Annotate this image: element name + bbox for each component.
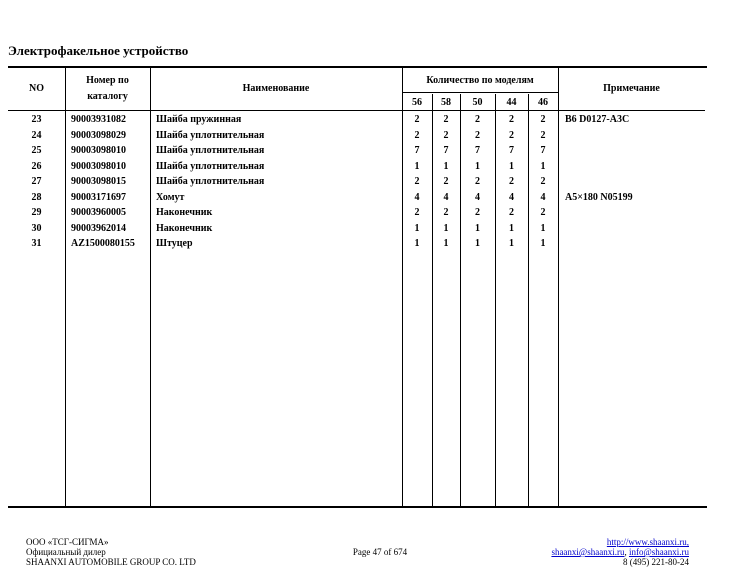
email-link[interactable]: shaanxi@shaanxi.ru	[551, 547, 625, 557]
header-model: 58	[441, 97, 451, 108]
cell-qty: 4	[443, 191, 449, 203]
header-catalog-line2: каталогу	[87, 91, 128, 102]
cell-name: Шайба уплотнительная	[156, 129, 265, 141]
parts-table	[8, 66, 707, 508]
footer-company: ООО «ТСГ-СИГМА»	[26, 537, 109, 547]
cell-qty: 2	[540, 114, 546, 125]
cell-no: 24	[31, 129, 42, 141]
footer-group: SHAANXI AUTOMOBILE GROUP CO. LTD	[26, 557, 196, 567]
cell-part-number: AZ1500080155	[71, 238, 135, 249]
cell-qty: 7	[509, 145, 514, 156]
cell-qty: 7	[443, 145, 449, 156]
table-row	[8, 191, 705, 205]
cell-qty: 2	[414, 114, 420, 125]
cell-qty: 4	[414, 191, 420, 203]
footer-dealer: Официальный дилер	[26, 547, 106, 557]
cell-name: Шайба уплотнительная	[156, 160, 265, 172]
table-row	[8, 222, 705, 236]
qty-header-divider	[402, 92, 558, 93]
page-title: Электрофакельное устройство	[8, 43, 189, 58]
cell-qty: 4	[475, 191, 480, 203]
cell-qty: 7	[475, 145, 480, 156]
header-note: Примечание	[603, 83, 660, 94]
cell-part-number: 90003171697	[71, 191, 126, 203]
cell-no: 26	[31, 160, 42, 172]
cell-qty: 2	[509, 114, 514, 125]
cell-qty: 7	[414, 145, 420, 156]
cell-qty: 1	[475, 160, 480, 172]
cell-qty: 1	[414, 160, 420, 172]
header-name: Наименование	[242, 83, 310, 94]
cell-note: B6 D0127-A3C	[565, 114, 630, 125]
cell-no: 31	[31, 238, 42, 249]
email-separator: ,	[624, 547, 629, 557]
cell-qty: 2	[475, 207, 480, 218]
cell-qty: 1	[475, 238, 480, 249]
table-row	[8, 206, 705, 220]
cell-name: Хомут	[156, 191, 185, 203]
cell-name: Штуцер	[156, 238, 193, 249]
header-model: 50	[472, 97, 483, 108]
cell-qty: 1	[443, 222, 449, 234]
cell-qty: 2	[540, 129, 546, 141]
cell-qty: 1	[509, 222, 514, 234]
cell-qty: 2	[443, 207, 449, 218]
cell-qty: 2	[443, 176, 449, 187]
table-row	[8, 113, 705, 127]
cell-note: A5×180 N05199	[565, 191, 633, 203]
email-link[interactable]: info@shaanxi.ru	[628, 547, 689, 557]
cell-qty: 1	[443, 160, 449, 172]
cell-qty: 1	[509, 160, 514, 172]
cell-part-number: 90003098029	[71, 129, 126, 141]
cell-no: 29	[31, 207, 42, 218]
cell-no: 25	[31, 145, 42, 156]
cell-qty: 1	[414, 238, 420, 249]
cell-name: Шайба пружинная	[156, 114, 242, 125]
header-model: 46	[538, 97, 548, 108]
header-model: 44	[506, 97, 517, 108]
cell-qty: 2	[414, 176, 420, 187]
footer-phone: 8 (495) 221-80-24	[623, 557, 689, 567]
header-model: 56	[412, 97, 422, 108]
header-catalog-line1: Номер по	[86, 75, 129, 86]
cell-qty: 1	[443, 238, 449, 249]
cell-part-number: 90003931082	[71, 114, 126, 125]
table-row	[8, 129, 705, 143]
cell-qty: 2	[509, 176, 514, 187]
cell-qty: 2	[475, 176, 480, 187]
cell-qty: 7	[540, 145, 546, 156]
cell-part-number: 90003962014	[71, 222, 126, 234]
cell-qty: 1	[540, 160, 546, 172]
cell-qty: 2	[475, 129, 480, 141]
table-row	[8, 237, 705, 251]
table-row	[8, 144, 705, 158]
cell-qty: 1	[509, 238, 514, 249]
cell-qty: 2	[443, 129, 449, 141]
cell-qty: 2	[509, 207, 514, 218]
website-link[interactable]: http://www.shaanxi.ru,	[606, 537, 689, 547]
footer-right	[551, 537, 689, 567]
cell-part-number: 90003098015	[71, 176, 126, 187]
header-qty: Количество по моделям	[426, 75, 534, 86]
cell-qty: 2	[509, 129, 514, 141]
header-no: NO	[29, 83, 44, 94]
cell-name: Наконечник	[156, 222, 213, 234]
cell-qty: 2	[443, 114, 449, 125]
header-bottom-rule	[8, 110, 705, 111]
cell-no: 30	[31, 222, 42, 234]
cell-qty: 2	[475, 114, 480, 125]
page-number: Page 47 of 674	[352, 547, 408, 557]
cell-part-number: 90003098010	[71, 145, 126, 156]
table-row	[8, 160, 705, 174]
cell-part-number: 90003098010	[71, 160, 126, 172]
cell-qty: 1	[475, 222, 480, 234]
footer-left	[26, 537, 196, 567]
cell-qty: 2	[540, 176, 546, 187]
cell-no: 28	[31, 191, 42, 203]
table-row	[8, 175, 705, 189]
cell-qty: 2	[540, 207, 546, 218]
cell-qty: 4	[540, 191, 546, 203]
cell-qty: 4	[509, 191, 514, 203]
cell-name: Шайба уплотнительная	[156, 176, 265, 187]
cell-no: 27	[31, 176, 42, 187]
cell-name: Наконечник	[156, 207, 213, 218]
cell-no: 23	[31, 114, 42, 125]
cell-part-number: 90003960005	[71, 207, 126, 218]
cell-qty: 2	[414, 207, 420, 218]
cell-name: Шайба уплотнительная	[156, 145, 265, 156]
cell-qty: 1	[414, 222, 420, 234]
cell-qty: 1	[540, 238, 546, 249]
cell-qty: 2	[414, 129, 420, 141]
cell-qty: 1	[540, 222, 546, 234]
